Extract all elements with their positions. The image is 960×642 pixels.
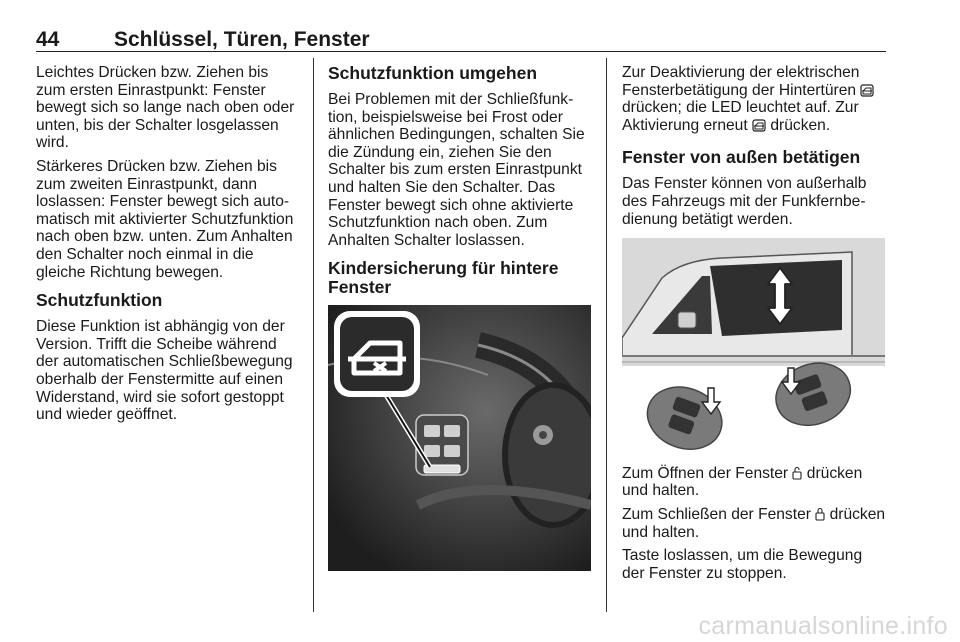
column-2 (328, 64, 593, 576)
paragraph (622, 64, 888, 134)
paragraph: Diese Funktion ist abhängig von der Version. Trifft die Scheibe während der automatischen Schließbewegung oberhalb der Fenstermitte auf einen Widerstand, wird sie sofort gestoppt und wieder geöffnet. (36, 318, 293, 424)
header-rule (36, 51, 886, 52)
unlock-icon (792, 466, 802, 480)
text-run: drücken; die LED leuchtet auf. Zur Aktivierung erneut (622, 99, 859, 134)
column-divider (313, 58, 314, 612)
paragraph (622, 465, 888, 500)
child-lock-switch-photo (328, 305, 593, 576)
car-door-and-remote-keys (622, 238, 885, 456)
paragraph (622, 506, 888, 541)
text-run: Zur Deaktivierung der elektrischen Fensterbetätigung der Hintertüren (622, 64, 861, 99)
section-heading: Schutzfunktion umgehen (328, 63, 538, 83)
text-run: drücken. (766, 116, 831, 134)
page-header (36, 28, 886, 52)
paragraph: Das Fenster können von außerhalb des Fahrzeugs mit der Funkfernbe‐dienung betätigt werden. (622, 175, 867, 228)
section-heading: Fenster von außen betätigen (622, 147, 861, 168)
text-run: drücken und halten. (622, 505, 886, 541)
page-number: 44 (36, 28, 60, 51)
text-run: drücken und halten. (622, 464, 863, 500)
column-1 (36, 64, 302, 430)
section-heading: Kindersicherung für hintere Fenster (328, 258, 559, 298)
paragraph: Leichtes Drücken bzw. Ziehen bis zum ersten Einrastpunkt: Fenster bewegt sich so lange nach oben oder unten, bis der Schalter losgelassen wird. (36, 64, 295, 152)
watermark: carmanualsonline.info (698, 612, 948, 640)
paragraph: Taste loslassen, um die Bewegung der Fenster zu stoppen. (622, 547, 863, 582)
remote-window-illustration (622, 238, 888, 461)
dashboard-illustration (328, 305, 591, 571)
column-divider (606, 58, 607, 612)
column-3 (622, 64, 888, 588)
paragraph: Stärkeres Drücken bzw. Ziehen bis zum zweiten Einrastpunkt, dann loslassen: Fenster bewegt sich auto‐matisch mit aktivierter Schutzfunktion nach oben bzw. unten. Zum Anhalten den Schalter noch einmal in die gleiche Richtung bewegen. (36, 157, 294, 281)
lock-icon (815, 507, 825, 521)
paragraph: Bei Problemen mit der Schließfunk‐tion, beispielsweise bei Frost oder ähnlichen Bedingungen, schalten Sie die Zündung ein, ziehen Sie den Schalter bis zum ersten Einrastpunkt und halten Sie den Schalter. Das Fenster bewegt sich ohne aktivierte Schutzfunktion nach oben. Zum Anhalten Schalter loslassen. (328, 91, 585, 249)
child-lock-icon (860, 84, 874, 97)
chapter-title: Schlüssel, Türen, Fenster (114, 28, 370, 51)
text-run: Zum Öffnen der Fenster (622, 464, 793, 482)
child-lock-icon (752, 119, 766, 132)
section-heading: Schutzfunktion (36, 290, 163, 311)
text-run: Zum Schließen der Fenster (622, 505, 816, 523)
